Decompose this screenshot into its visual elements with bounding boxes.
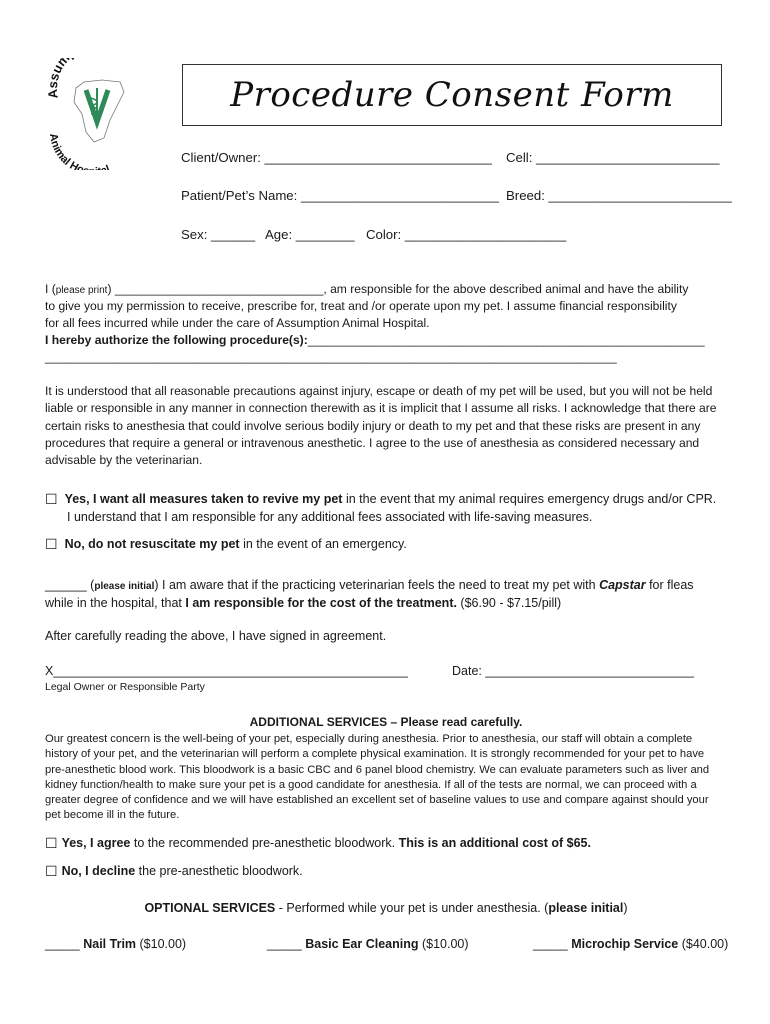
patient-name-field[interactable]: Patient/Pet’s Name: ___________________________ bbox=[181, 188, 499, 203]
nail-trim-blank: _____ bbox=[45, 937, 84, 951]
optional-heading-rest: - Performed while your pet is under anesthesia. ( bbox=[275, 901, 549, 915]
ear-cleaning-blank: _____ bbox=[267, 937, 306, 951]
capstar-line-2-start: while in the hospital, that bbox=[45, 596, 186, 610]
dnr-option[interactable] bbox=[45, 535, 407, 552]
sex-field[interactable]: Sex: ______ bbox=[181, 227, 256, 242]
dnr-checkbox[interactable]: ☐ bbox=[45, 536, 58, 552]
procedure-line[interactable]: _____________________________________________________________________________________ bbox=[45, 350, 617, 364]
logo-top-text: Assum bbox=[46, 58, 73, 100]
additional-heading-text: ADDITIONAL SERVICES – Please read carefully. bbox=[249, 715, 523, 729]
optional-heading-close: ) bbox=[623, 901, 628, 915]
bloodwork-cost: This is an additional cost of $65. bbox=[398, 836, 591, 850]
capstar-responsible: I am responsible for the cost of the treatment. bbox=[185, 596, 457, 610]
bloodwork-yes-checkbox[interactable]: ☐ bbox=[45, 835, 58, 851]
client-owner-field[interactable]: Client/Owner: _______________________________ bbox=[181, 150, 492, 165]
authorize-procedures[interactable] bbox=[45, 333, 705, 347]
risk-paragraph: It is understood that all reasonable precautions against injury, escape or death of my pet will be used, but you will not be held liable or responsible in any manner in connection therewith as it is implicit that I assume all risks. I acknowledge that there are certain risks to anesthesia that could involve serious bodily injury or death to my pet and that these risks are present in any procedures that require a general or intravenous anesthetic. I agree to the use of anesthesia as considered necessary and advisable by the veterinarian. bbox=[45, 384, 717, 468]
bloodwork-no-rest: the pre-anesthetic bloodwork. bbox=[135, 864, 303, 878]
revive-label: Yes, I want all measures taken to revive my pet bbox=[64, 492, 343, 506]
agreement-text: After carefully reading the above, I have signed in agreement. bbox=[45, 629, 387, 643]
svg-text:Animal Hospital bbox=[47, 133, 112, 170]
bloodwork-yes-rest: to the recommended pre-anesthetic bloodwork. bbox=[130, 836, 399, 850]
capstar-line-2 bbox=[45, 596, 561, 610]
revive-rest: in the event that my animal requires emergency drugs and/or CPR. bbox=[342, 492, 717, 506]
dnr-rest: in the event of an emergency. bbox=[239, 537, 407, 551]
service-ear-cleaning[interactable] bbox=[267, 937, 469, 951]
ear-cleaning-price: ($10.00) bbox=[418, 937, 469, 951]
consent-i: I ( bbox=[45, 282, 56, 296]
revive-option[interactable] bbox=[45, 490, 716, 507]
svg-text:Assumption bbox=[46, 58, 100, 99]
ear-cleaning-name: Basic Ear Cleaning bbox=[305, 937, 419, 951]
bloodwork-no-label: No, I decline bbox=[61, 864, 136, 878]
capstar-blank: ______ ( bbox=[45, 578, 95, 592]
age-field[interactable]: Age: ________ bbox=[265, 227, 355, 242]
capstar-line-1[interactable] bbox=[45, 578, 694, 592]
date-field[interactable]: Date: ______________________________ bbox=[452, 664, 694, 678]
optional-heading-bold: OPTIONAL SERVICES bbox=[144, 901, 276, 915]
bloodwork-yes-label: Yes, I agree bbox=[61, 836, 131, 850]
title-box bbox=[182, 64, 722, 126]
signature-caption: Legal Owner or Responsible Party bbox=[45, 681, 205, 693]
microchip-blank: _____ bbox=[533, 937, 572, 951]
page-title: Procedure Consent Form bbox=[230, 75, 674, 115]
breed-field[interactable]: Breed: _________________________ bbox=[506, 188, 732, 203]
additional-services-heading bbox=[45, 715, 727, 729]
capstar-price: ($6.90 - $7.15/pill) bbox=[456, 596, 562, 610]
optional-services-heading bbox=[45, 901, 727, 915]
capstar-text-1: ) I am aware that if the practicing veterinarian feels the need to treat my pet with bbox=[154, 578, 600, 592]
revive-checkbox[interactable]: ☐ bbox=[45, 491, 58, 507]
consent-line-1-rest: ) _______________________________, am responsible for the above described animal and have the ability bbox=[107, 282, 689, 296]
service-nail-trim[interactable] bbox=[45, 937, 186, 951]
cell-field[interactable]: Cell: _________________________ bbox=[506, 150, 720, 165]
color-field[interactable]: Color: ______________________ bbox=[366, 227, 567, 242]
capstar-name: Capstar bbox=[599, 578, 646, 592]
capstar-text-2: for fleas bbox=[645, 578, 694, 592]
additional-paragraph: Our greatest concern is the well-being of your pet, especially during anesthesia. Prior to anesthesia, our staff will obtain a complete history of your pet, and the veterinarian will perform a complete physical examination. It is strongly recommended for your pet to have pre-anesthetic blood work. This bloodwork is a basic CBC and 6 panel blood chemistry. We can evaluate parameters such as liver and kidney function/health to make sure your pet is a good candidate for anesthesia. If all of the tests are normal, we can proceed with a greater degree of confidence and we will have established an excellent set of baseline values to use and compare against should your pet become ill in the future. bbox=[45, 733, 710, 822]
authorize-line: ___________________________________________________________ bbox=[307, 333, 705, 347]
bloodwork-no-checkbox[interactable]: ☐ bbox=[45, 863, 58, 879]
consent-line-3: for all fees incurred while under the care of Assumption Animal Hospital. bbox=[45, 316, 430, 330]
dnr-label: No, do not resuscitate my pet bbox=[64, 537, 240, 551]
service-microchip[interactable] bbox=[533, 937, 728, 951]
bloodwork-yes-option[interactable] bbox=[45, 834, 591, 851]
revive-line-2: I understand that I am responsible for any additional fees associated with life-saving measures. bbox=[67, 510, 593, 524]
consent-line-2: to give you my permission to receive, prescribe for, treat and /or operate upon my pet. I assume financial responsibility bbox=[45, 299, 677, 313]
hospital-logo bbox=[46, 58, 146, 170]
nail-trim-name: Nail Trim bbox=[83, 937, 137, 951]
logo-bottom-text: Animal Ho l bbox=[46, 132, 112, 170]
consent-line-1[interactable] bbox=[45, 282, 688, 296]
signature-line[interactable]: X___________________________________________________ bbox=[45, 664, 408, 678]
please-initial-label: please initial bbox=[94, 581, 155, 592]
optional-heading-initial: please initial bbox=[548, 901, 624, 915]
authorize-label: I hereby authorize the following procedure(s): bbox=[45, 333, 308, 347]
microchip-price: ($40.00) bbox=[678, 937, 729, 951]
microchip-name: Microchip Service bbox=[571, 937, 679, 951]
bloodwork-no-option[interactable] bbox=[45, 862, 303, 879]
nail-trim-price: ($10.00) bbox=[136, 937, 187, 951]
please-print-label: please print bbox=[55, 285, 108, 296]
